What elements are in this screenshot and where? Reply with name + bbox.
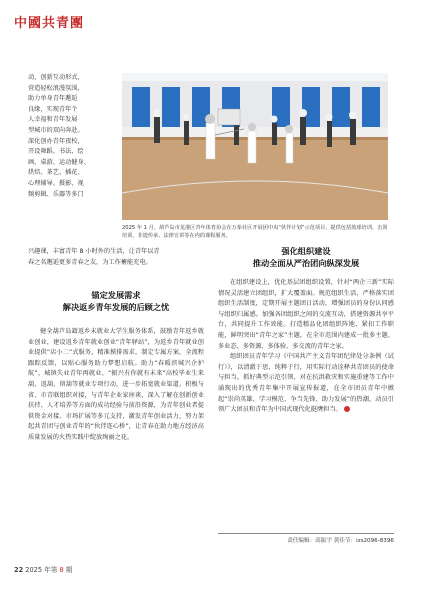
section-heading-line2: 解决返乡青年发展的后顾之忧 bbox=[62, 302, 170, 312]
lead-line: 心理辅导、摄影、视 bbox=[28, 179, 84, 187]
page-number: 22 bbox=[14, 566, 24, 574]
lead-line: 画、桌游、运动健身、 bbox=[28, 158, 90, 166]
photo-caption: 2025 年 1 月，葫芦岛市龙港区青年体育协会在万象社区开展团中央“伙伴计划”示范项目，提供包括篮球培训、击剑培训、非遗传承、法律宣讲等在内的课程服务。 bbox=[122, 225, 388, 239]
lead-line: 人幸福和青年发展 bbox=[28, 116, 78, 124]
lead-line: 动，创新互动形式， bbox=[28, 74, 84, 81]
section-heading bbox=[218, 245, 394, 269]
masthead-logo: 中國共青團 bbox=[14, 16, 85, 31]
lead-line: 烘焙、茶艺、插花、 bbox=[28, 169, 84, 177]
gym-photo bbox=[122, 73, 388, 220]
gym-scene-illustration bbox=[122, 73, 388, 220]
section-body bbox=[28, 327, 204, 444]
section-body bbox=[218, 278, 394, 416]
page-folio bbox=[14, 564, 72, 574]
lead-tail bbox=[28, 247, 204, 268]
issue-suffix: 期 bbox=[65, 566, 73, 574]
lead-line: 开设舞蹈、书法、绘 bbox=[28, 148, 84, 156]
lead-tail-line: 兴趣课，丰富青年 8 小时外的生活，让青年以青 bbox=[28, 248, 160, 255]
section-paragraph: 在组织建设上，优化基层团组织设置，针对“两企三新”实际情况灵活建立团组织，扩大覆盖面。规范组织生活，严格落实团组织生活制度，定期开展主题团日活动，增强团员的身份认同感与组织归属感。加强各团组织之间的交流互动，搭建资源共享平台，共同提升工作效能。打造精品化团组织阵地，紧扣工作职能，鲜明突出“青年之家”主题，在全市范围内建成一批多主题、多业态、多资源、多体验、多交流的青年之家。 bbox=[218, 279, 394, 350]
lead-column bbox=[28, 73, 120, 200]
lead-line: 良缘，实现青年个 bbox=[28, 105, 78, 113]
section-heading bbox=[28, 289, 204, 313]
section-paragraph: 健全葫芦岛籍返乡未就业大学生服务体系，鼓励青年返乡就业创业，建设返乡青年就业创业“青年驿站”，为返乡青年就业创业提供“店小二”式服务，精准摸排需求，制定专属方案，全流程跟踪反馈，以贴心服务助力梦想启航。助力“春暖滨城兴企护航”、城镇失业青年再就业、“振兴有你就有未来”高校毕业生来葫、返葫、留葫等就业专项行动，进一步拓宽就业渠道。积极与省、市青联组织对接，与青年企业家座谈，深入了解在创新创业扶持、人才培养等方面的成功经验与前沿资源，为青年创业者提供资金对接、市场扩展等多元支持，激发青年创业活力，努力架起共青团与创业青年的“伙伴连心桥”，让青春在助力地方经济高质量发展的火热实践中绽放绚丽之花。 bbox=[28, 328, 204, 441]
section-paragraph-text: 组织团员青年学习《中国共产主义青年团纪律处分条例（试行）》，以清澈于思、纯粹于行，用实际行动诠释共青团员的使命与担当。抓好典型示范引领，对在抗洪救灾和实施重建等工作中涌现出的优秀青年集中开展宣传报道，在全市团员青年中掀起“崇尚英雄、学习模范、争当先锋、助力发展”的热潮，动员引领广大团员和青年为中国式现代化挺膺担当。 bbox=[218, 353, 394, 414]
section-paragraph bbox=[218, 352, 394, 416]
section-heading-line1: 强化组织建设 bbox=[281, 246, 331, 256]
section-heading-line2: 推动全面从严治团向纵深发展 bbox=[252, 258, 360, 268]
lead-line: 深化创办青年夜校， bbox=[28, 137, 84, 145]
editors-line: 责任编辑：高振宇 黄佳节：izs2096-8396 bbox=[218, 533, 394, 544]
lead-line: 助力单身青年邂逅 bbox=[28, 95, 78, 103]
end-mark-icon bbox=[344, 406, 350, 412]
lead-line: 型城市的双向奔赴。 bbox=[28, 126, 84, 134]
issue-number: 8 bbox=[59, 566, 64, 574]
issue-year: 2025 年第 bbox=[25, 566, 58, 574]
lead-line: 频剪辑、乐器等多门 bbox=[28, 190, 84, 198]
lead-tail-line: 春之名邂逅更多青春之友，为工作蓄能充电。 bbox=[28, 258, 152, 266]
section-heading-line1: 锚定发展需求 bbox=[91, 290, 141, 300]
lead-line: 营造轻松浪漫氛围， bbox=[28, 84, 84, 92]
